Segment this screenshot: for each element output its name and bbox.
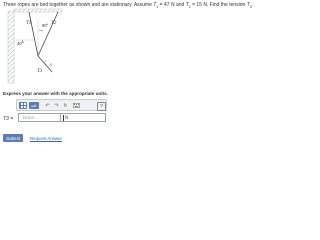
unit-input[interactable]: N [61, 113, 106, 122]
templates-icon[interactable] [19, 102, 27, 109]
label-t3: T3 [37, 69, 43, 74]
rope-diagram [0, 0, 254, 90]
t3-symbol: T [246, 2, 250, 8]
ceiling [14, 9, 62, 12]
angle-arc-right [39, 30, 43, 31]
mu-a-icon[interactable]: μA [29, 102, 39, 109]
undo-icon[interactable]: ↶ [45, 102, 50, 109]
rope-t1 [29, 12, 38, 56]
problem-statement: Three ropes are tied together as shown and are stationary. Assume $T_1 = 47$ N and $T_2 = 15$ N. Find the tension $T_3$. [3, 2, 254, 9]
label-t1: T1 [26, 21, 32, 26]
answer-label: T3 = [3, 116, 14, 122]
label-angle-90: 90° [42, 23, 49, 28]
text-cursor [63, 115, 64, 121]
t1-symbol: T [153, 2, 157, 8]
submit-button[interactable]: Submit [3, 134, 23, 142]
rope-t2 [38, 12, 58, 56]
t2-symbol: T [185, 2, 189, 8]
wall [8, 11, 14, 83]
reset-icon[interactable]: ↻ [63, 102, 68, 109]
help-button[interactable]: ? [97, 102, 106, 111]
equation-toolbar [16, 99, 107, 111]
value-input[interactable]: Value [18, 113, 61, 122]
keyboard-icon[interactable] [72, 102, 81, 109]
answer-instruction: Express your answer with the appropriate units. [3, 91, 108, 96]
label-angle-40: 40° [17, 41, 24, 46]
label-t2: T2 [51, 21, 57, 26]
angle-arc-theta [44, 60, 46, 63]
request-answer-link[interactable]: Request Answer [30, 135, 62, 141]
redo-icon[interactable]: ↷ [54, 102, 59, 109]
label-theta: θ [50, 62, 53, 67]
